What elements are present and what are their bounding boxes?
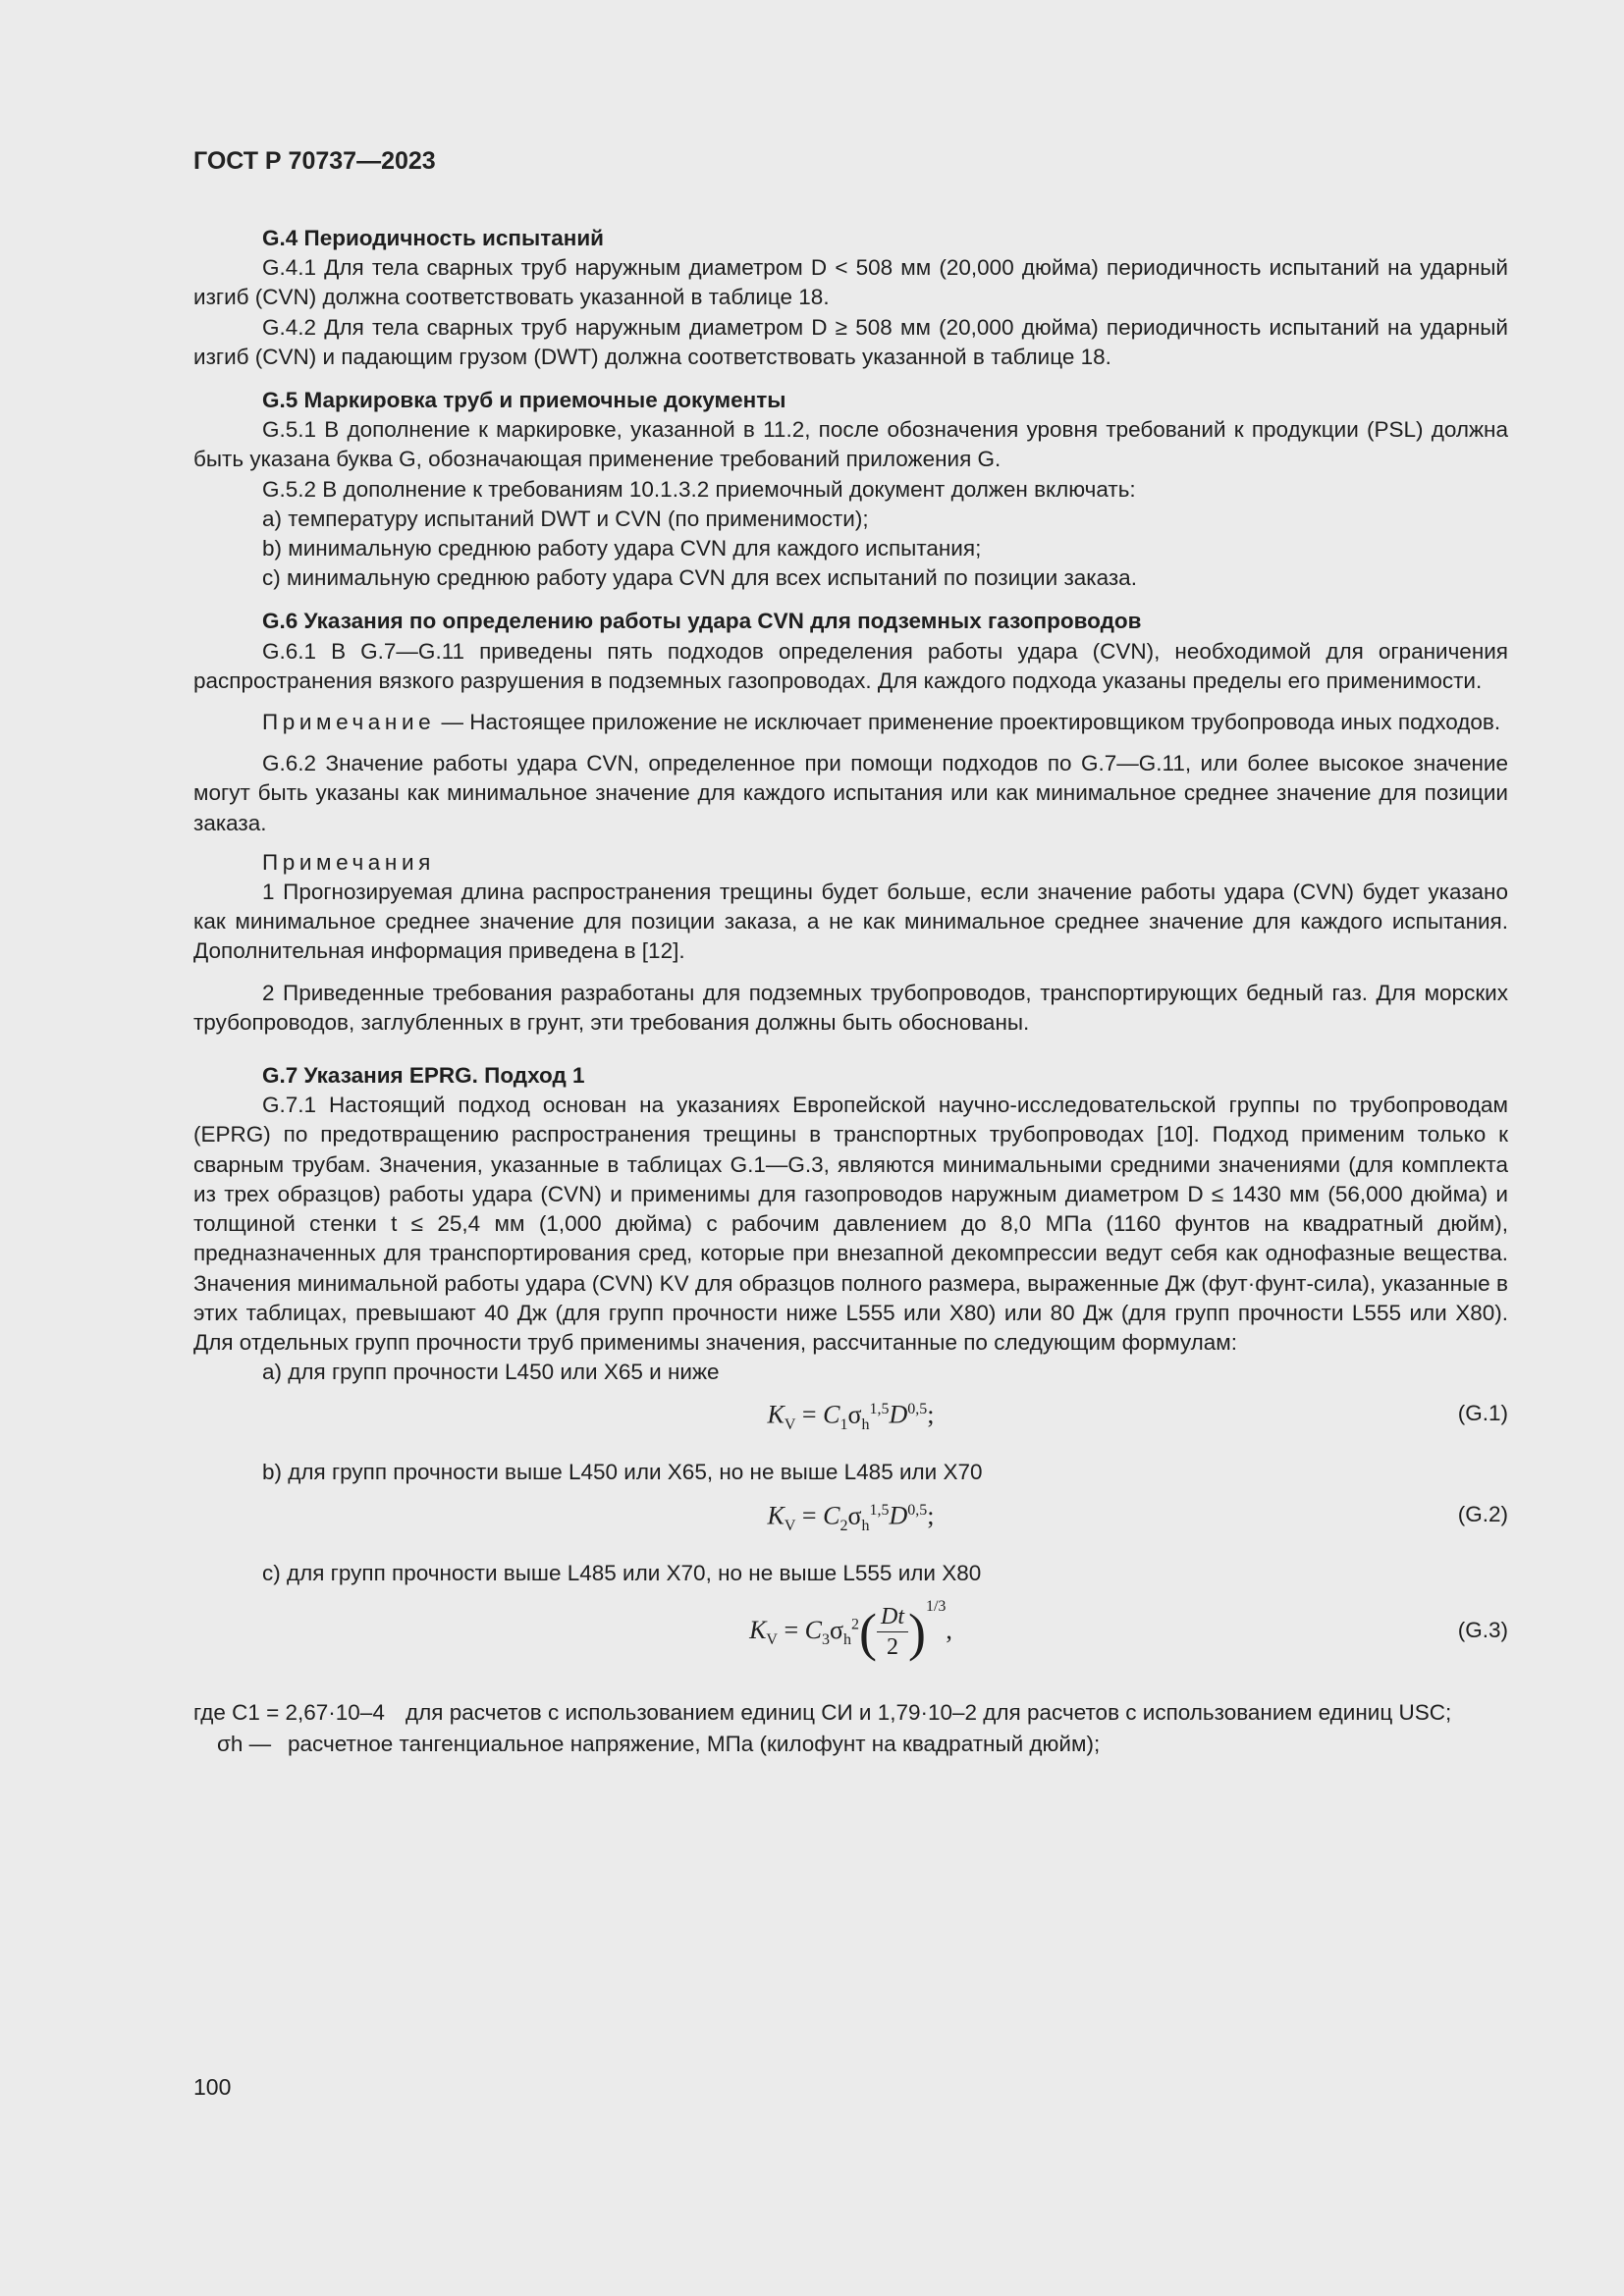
formula-g3 [193, 1588, 1508, 1679]
g5-list-item-c: c) минимальную среднюю работу удара CVN для всех испытаний по позиции заказа. [262, 565, 1137, 591]
formula-g1-expression: $K_V = C_1\sigma_h^{1,5}D^{0,5}$; [767, 1400, 935, 1434]
body-text [193, 224, 1508, 1759]
g6-paragraph-1: G.6.1 В G.7—G.11 приведены пять подходов определения работы удара (CVN), необходимой для ограничения распространения вязкого разрушения в подземных газопроводах. Для каждого подхода указаны пределы его применимости. [193, 638, 1508, 693]
section-g7-heading: G.7 Указания EPRG. Подход 1 [262, 1063, 585, 1089]
section-g4-heading: G.4 Периодичность испытаний [262, 226, 604, 250]
formula-g2 [193, 1488, 1508, 1545]
doc-title: ГОСТ Р 70737—2023 [193, 147, 436, 175]
formula-g1-number: (G.1) [1457, 1401, 1508, 1426]
where-c1-definition [193, 1698, 1508, 1728]
note-label: Примечание [262, 710, 436, 735]
g5-paragraph-2: G.5.2 В дополнение к требованиям 10.1.3.2 приемочный документ должен включать: [262, 476, 1136, 502]
g7-item-a: a) для групп прочности L450 или X65 и ниже [262, 1360, 720, 1385]
g6-note [193, 708, 1508, 737]
formula-g1 [193, 1387, 1508, 1444]
g5-paragraph-1: G.5.1 В дополнение к маркировке, указанной в 11.2, после обозначения уровня требований к продукции (PSL) должна быть указана буква G, обозначающая применение требований приложения G. [193, 417, 1508, 472]
where-c1-text: для расчетов с использованием единиц СИ и 1,79·10–2 для расчетов с использованием единиц USC; [406, 1699, 1452, 1725]
g5-list-item-a: a) температуру испытаний DWT и CVN (по применимости); [262, 506, 869, 531]
g6-paragraph-2: G.6.2 Значение работы удара CVN, определенное при помощи подходов по G.7—G.11, или более высокое значение могут быть указаны как минимальное значение для каждого испытания или как минимальное среднее значение для позиции заказа. [193, 751, 1508, 835]
note-text: — Настоящее приложение не исключает применение проектировщиком трубопровода иных подходов. [435, 710, 1501, 735]
formula-g2-number: (G.2) [1457, 1501, 1508, 1526]
g6-note-1: 1 Прогнозируемая длина распространения трещины будет больше, если значение работы удара (CVN) будет указано как минимальное среднее значение для позиции заказа, а не как минимальное среднее значение для каждого испытания. Дополнительная информация приведена в [12]. [193, 880, 1508, 964]
section-g5-heading: G.5 Маркировка труб и приемочные документы [262, 388, 786, 413]
where-sigma-definition [193, 1730, 1508, 1759]
g6-notes-label: Примечания [262, 849, 435, 875]
formula-g3-number: (G.3) [1457, 1617, 1508, 1642]
g4-paragraph-1: G.4.1 Для тела сварных труб наружным диаметром D < 508 мм (20,000 дюйма) периодичность испытаний на ударный изгиб (CVN) должна соответствовать указанной в таблице 18. [193, 255, 1508, 310]
formula-g2-expression: $K_V = C_2\sigma_h^{1,5}D^{0,5}$; [767, 1501, 935, 1534]
where-sigma-label: σh — [217, 1731, 272, 1756]
g7-item-c: c) для групп прочности выше L485 или X70, но не выше L555 или X80 [262, 1560, 982, 1585]
g7-paragraph-1: G.7.1 Настоящий подход основан на указаниях Европейской научно-исследовательской группы по трубопроводам (EPRG) по предотвращению распространения трещины в транспортных трубопроводах [10]. Подход применим только к сварным трубам. Значения, указанные в таблицах G.1—G.3, являются минимальными средними значениями (для комплекта из трех образцов) работы удара (CVN) и применимы для газопроводов наружным диаметром D ≤ 1430 мм (56,000 дюйма) и толщиной стенки t ≤ 25,4 мм (1,000 дюйма) с рабочим давлением до 8,0 МПа (1160 фунтов на квадратный дюйм), предназначенных для транспортирования сред, которые при внезапной декомпрессии ведут себя как однофазные вещества. Значения минимальной работы удара (CVN) KV для образцов полного размера, выраженные Дж (фут·фунт-сила), указанные в этих таблицах, превышают 40 Дж (для групп прочности ниже L555 или X80) или 80 Дж (для групп прочности L555 или X80). Для отдельных групп прочности труб применимы значения, рассчитанные по следующим формулам: [193, 1093, 1508, 1355]
where-c1-label: где C1 = 2,67·10–4 [193, 1699, 385, 1725]
g4-paragraph-2: G.4.2 Для тела сварных труб наружным диаметром D ≥ 508 мм (20,000 дюйма) периодичность испытаний на ударный изгиб (CVN) и падающим грузом (DWT) должна соответствовать указанной в таблице 18. [193, 314, 1508, 369]
g7-item-b: b) для групп прочности выше L450 или X65, но не выше L485 или X70 [262, 1460, 983, 1485]
page-number: 100 [193, 2074, 232, 2100]
g5-list-item-b: b) минимальную среднюю работу удара CVN для каждого испытания; [262, 536, 982, 561]
section-g6-heading: G.6 Указания по определению работы удара CVN для подземных газопроводов [262, 609, 1142, 634]
g6-note-2: 2 Приведенные требования разработаны для подземных трубопроводов, транспортирующих бедный газ. Для морских трубопроводов, заглубленных в грунт, эти требования должны быть обоснованы. [193, 980, 1508, 1035]
formula-g3-expression: $K_V = C_3\sigma_h^2$( $\frac{Dt}{2}$ )$^{1/3}$, [749, 1597, 952, 1662]
where-sigma-text: расчетное тангенциальное напряжение, МПа (килофунт на квадратный дюйм); [288, 1731, 1101, 1756]
